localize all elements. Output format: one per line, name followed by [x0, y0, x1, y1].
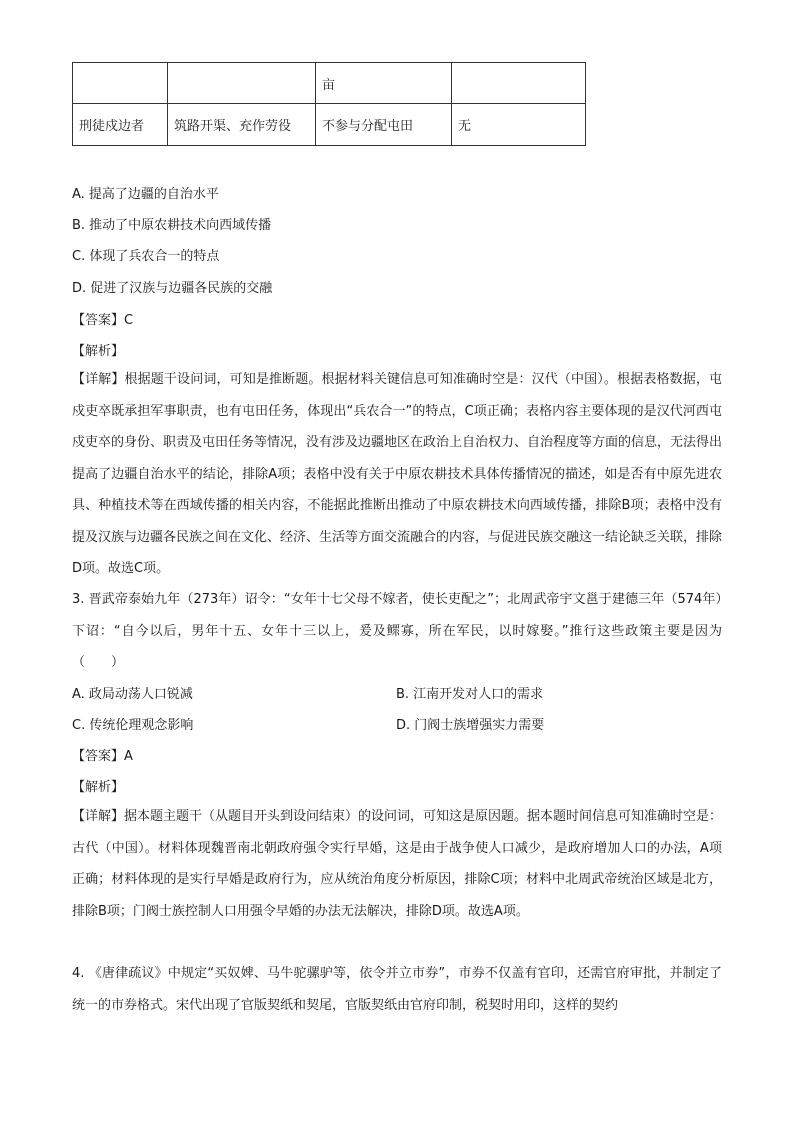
q3-answer: 【答案】A	[72, 749, 133, 764]
table-cell: 刑徒戍边者	[73, 104, 168, 146]
q2-analysis-label: 【解析】	[72, 344, 125, 359]
table-cell: 筑路开渠、充作劳役	[168, 104, 316, 146]
q3-detail: 【详解】据本题主题干（从题目开头到设问结束）的设问词，可知这是原因题。据本题时间信息可知准确时空是：古代（中国）。材料体现魏晋南北朝政府强令实行早婚，这是由于战争使人口减少，是政府增加人口的办法，A项正确；材料体现的是实行早婚是政府行为，应从统治角度分析原因，排除C项；材料中北周武帝统治区域是北方，排除B项；门阀士族控制人口用强令早婚的办法无法解决，排除D项。故选A项。	[72, 809, 723, 919]
q3-option-a: A. 政局动荡人口锐减	[72, 687, 193, 702]
table-cell	[168, 63, 316, 104]
q2-answer: 【答案】C	[72, 313, 134, 328]
table-cell	[73, 63, 168, 104]
q3-stem: 3. 晋武帝泰始九年（273年）诏令：“女年十七父母不嫁者，使长吏配之”；北周武帝宇文邕于建德三年（574年）下诏：“自今以后，男年十五、女年十三以上，爰及鳏寡，所在军民，以时嫁娶。”推行这些政策主要是因为（ ）	[72, 592, 722, 670]
q2-option-b: B. 推动了中原农耕技术向西域传播	[72, 218, 272, 233]
table-row	[73, 63, 586, 104]
q2-detail: 【详解】根据题干设问词，可知是推断题。根据材料关键信息可知准确时空是：汉代（中国）。根据表格数据，屯戍吏卒既承担军事职责，也有屯田任务，体现出“兵农合一”的特点，C项正确；表格内容主要体现的是汉代河西屯戍吏卒的身份、职责及屯田任务等情况，没有涉及边疆地区在政治上自治权力、自治程度等方面的信息，无法得出提高了边疆自治水平的结论，排除A项；表格中没有关于中原农耕技术具体传播情况的描述，如是否有中原先进农具、种植技术等在西域传播的相关内容，不能据此推断出推动了中原农耕技术向西域传播，排除B项；表格中没有提及汉族与边疆各民族之间在文化、经济、生活等方面交流融合的内容，与促进民族交融这一结论缺乏关联，排除D项。故选C项。	[72, 372, 723, 576]
table-cell: 亩	[316, 63, 452, 104]
table-cell: 不参与分配屯田	[316, 104, 452, 146]
table-cell	[452, 63, 586, 104]
q3-analysis-label: 【解析】	[72, 780, 125, 795]
data-table	[72, 62, 586, 146]
q2-option-d: D. 促进了汉族与边疆各民族的交融	[72, 281, 273, 296]
q2-option-a: A. 提高了边疆的自治水平	[72, 187, 219, 202]
q3-option-b: B. 江南开发对人口的需求	[396, 687, 544, 702]
table-row	[73, 104, 586, 146]
q4-stem: 4. 《唐律疏议》中规定“买奴婢、马牛驼骡驴等，依令并立市券”，市券不仅盖有官印，还需官府审批，并制定了统一的市券格式。宋代出现了官版契纸和契尾，官版契纸由官府印制，税契时用印，这样的契约	[72, 966, 722, 1013]
q3-option-d: D. 门阀士族增强实力需要	[396, 718, 545, 733]
q3-option-c: C. 传统伦理观念影响	[72, 718, 194, 733]
table-cell: 无	[452, 104, 586, 146]
q2-option-c: C. 体现了兵农合一的特点	[72, 249, 220, 264]
